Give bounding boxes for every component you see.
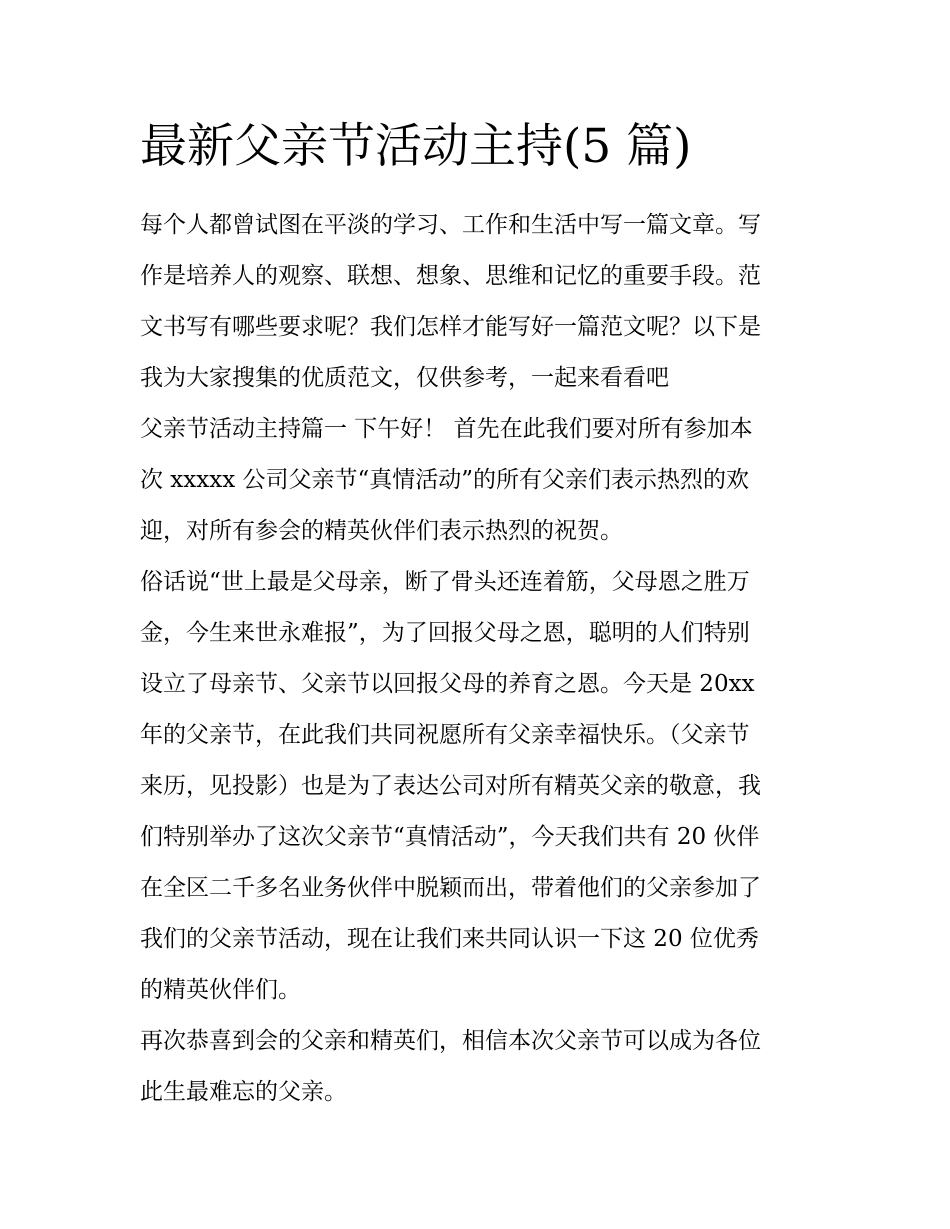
document-body	[140, 200, 820, 1118]
text-line: 俗话说“世上最是父母亲，断了骨头还连着筋，父母恩之胜万	[140, 569, 750, 595]
text-line: 我为大家搜集的优质范文，仅供参考，一起来看看吧	[140, 365, 669, 391]
text-line: 父亲节活动主持篇一 下午好！ 首先在此我们要对所有参加本	[140, 416, 753, 442]
text-line: 来历，见投影）也是为了表达公司对所有精英父亲的敬意，我	[140, 773, 761, 799]
text-line: 金，今生来世永难报”，为了回报父母之恩，聪明的人们特别	[140, 620, 750, 646]
text-line: 的精英伙伴们。	[140, 977, 301, 1003]
text-line: 我们的父亲节活动，现在让我们来共同认识一下这 20 位优秀	[140, 926, 759, 952]
text-line: 文书写有哪些要求呢？我们怎样才能写好一篇范文呢？以下是	[140, 314, 761, 340]
text-line: 作是培养人的观察、联想、想象、思维和记忆的重要手段。范	[140, 263, 761, 289]
text-line: 年的父亲节，在此我们共同祝愿所有父亲幸福快乐。（父亲节	[140, 722, 750, 748]
text-line: 设立了母亲节、父亲节以回报父母的养育之恩。今天是 20xx	[140, 671, 755, 697]
text-line: 再次恭喜到会的父亲和精英们，相信本次父亲节可以成为各位	[140, 1028, 761, 1054]
document-title: 最新父亲节活动主持(5 篇)	[140, 119, 692, 174]
text-line: 次 xxxxx 公司父亲节“真情活动”的所有父亲们表示热烈的欢	[140, 467, 749, 493]
text-line: 每个人都曾试图在平淡的学习、工作和生活中写一篇文章。写	[140, 212, 761, 238]
text-line: 在全区二千多名业务伙伴中脱颖而出，带着他们的父亲参加了	[140, 875, 761, 901]
text-line: 们特别举办了这次父亲节“真情活动”，今天我们共有 20 伙伴	[140, 824, 760, 850]
text-line: 此生最难忘的父亲。	[140, 1079, 347, 1105]
text-line: 迎，对所有参会的精英伙伴们表示热烈的祝贺。	[140, 518, 623, 544]
